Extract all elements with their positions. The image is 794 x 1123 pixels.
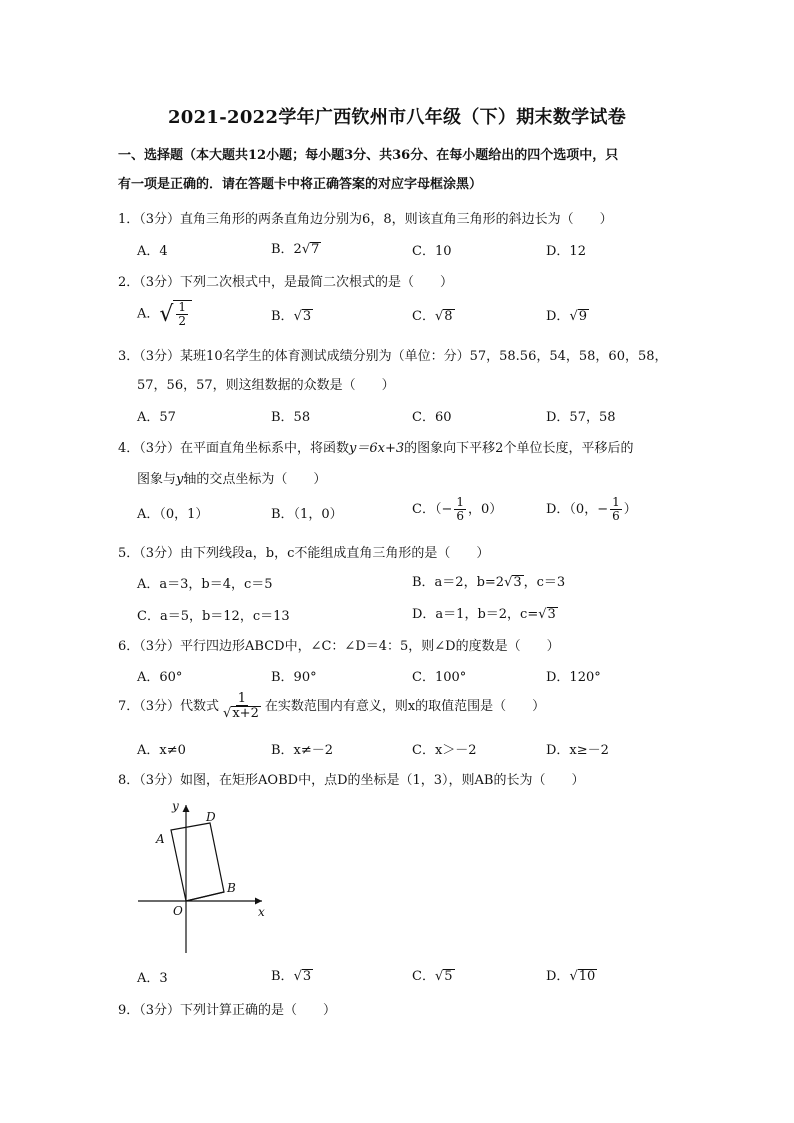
q2-option-d-radicand: 9 [578, 309, 588, 324]
q7-option-a: A．x≠0 [137, 743, 186, 758]
sqrt-sign: √ 3 [293, 969, 312, 984]
q8-option-c-prefix: C． [412, 969, 435, 984]
question-8-stem: 8．（3分）如图，在矩形AOBD中，点D的坐标是（1，3），则AB的长为（ ） [118, 773, 585, 788]
q8-option-c-radicand: 5 [444, 969, 453, 984]
fraction-denominator: 6 [612, 509, 620, 523]
q2-option-d-prefix: D． [546, 309, 570, 324]
q4-option-c-fraction [454, 496, 466, 523]
diagonal-ob [186, 892, 224, 901]
section-heading-line2: 有一项是正确的．请在答题卡中将正确答案的对应字母框涂黑） [118, 177, 483, 192]
question-6-stem: 6．（3分）平行四边形ABCD中，∠C：∠D＝4：5，则∠D的度数是（ ） [118, 639, 560, 654]
fraction-numerator: 1 [456, 495, 464, 509]
q4-option-b: B．（1，0） [271, 507, 343, 522]
rectangle-aobd [171, 823, 224, 901]
label-b: B [227, 881, 236, 895]
q5-option-b [412, 571, 565, 590]
q4-option-d-suffix: ） [623, 502, 637, 517]
label-d: D [206, 810, 216, 824]
sqrt-sign: √ 7 [301, 242, 320, 257]
question-7-stem [118, 692, 545, 721]
question-1-stem: 1．（3分）直角三角形的两条直角边分别为6，8，则该直角三角形的斜边长为（ ） [118, 212, 613, 227]
q2-option-c [412, 305, 455, 324]
q4-function: y＝6x+3 [349, 441, 405, 456]
q6-option-c: C．100° [412, 670, 467, 685]
q6-option-b: B．90° [271, 670, 317, 685]
q8-option-b [271, 965, 313, 984]
q8-option-b-prefix: B． [271, 969, 294, 984]
q3-option-c: C．60 [412, 410, 452, 425]
q1-option-b [271, 238, 321, 257]
q8-option-c [412, 965, 455, 984]
question-4-stem-line2 [137, 468, 326, 487]
q2-option-c-prefix: C． [412, 309, 435, 324]
q5-option-b-prefix: B．a＝2，b=2 [412, 575, 505, 590]
q7-text: 7．（3分）代数式 [118, 699, 220, 714]
q2-option-b-prefix: B． [271, 309, 294, 324]
q8-option-d-prefix: D． [546, 969, 570, 984]
q8-option-a: A．3 [137, 971, 168, 986]
sqrt-sign: √ 10 [569, 969, 596, 984]
q2-option-a-prefix: A． [137, 306, 160, 322]
q5-option-b-radicand: 3 [513, 575, 522, 590]
label-y: y [172, 799, 179, 813]
q8-option-b-radicand: 3 [302, 969, 312, 984]
q4-option-c-suffix: ，0） [467, 502, 503, 517]
q4-option-d-fraction [610, 496, 622, 523]
sqrt-sign: √ 3 [504, 575, 522, 590]
page-title: 2021-2022学年广西钦州市八年级（下）期末数学试卷 [167, 107, 627, 128]
q1-option-d: D．12 [546, 244, 586, 259]
q4-text: 轴的交点坐标为（ ） [183, 472, 327, 487]
q4-option-d-prefix: D．（0，− [546, 502, 609, 517]
q3-option-a: A．57 [137, 410, 176, 425]
q2-option-b-radicand: 3 [302, 309, 312, 324]
q2-option-b [271, 305, 313, 324]
sqrt-sign: √ 8 [434, 309, 453, 324]
q1-option-a: A．4 [137, 244, 168, 259]
sqrt-sign: √ 3 [538, 607, 556, 622]
q1-option-c: C．10 [412, 244, 452, 259]
q4-text: 图象与 [137, 472, 177, 487]
q8-option-d [546, 965, 597, 984]
fraction-numerator: 1 [612, 495, 620, 509]
fraction-denominator: 2 [178, 314, 187, 328]
q7-option-c: C．x＞－2 [412, 743, 477, 758]
q8-option-d-radicand: 10 [578, 969, 596, 984]
sqrt-sign: √ 3 [293, 309, 312, 324]
question-5-stem: 5．（3分）由下列线段a，b，c不能组成直角三角形的是（ ） [118, 546, 490, 561]
label-a: A [156, 832, 165, 846]
q4-text: 的图象向下平移2个单位长度，平移后的 [404, 441, 634, 456]
q4-option-c [412, 496, 502, 523]
q4-text: 4．（3分）在平面直角坐标系中，将函数 [118, 441, 350, 456]
q7-option-d: D．x≥－2 [546, 743, 609, 758]
q5-option-c: C．a＝5，b＝12，c＝13 [137, 609, 290, 624]
fraction-numerator: 1 [178, 300, 187, 314]
q4-option-a: A．（0，1） [137, 507, 209, 522]
fraction-denominator: 6 [456, 509, 464, 523]
q2-option-c-radicand: 8 [444, 309, 453, 324]
q7-text: 在实数范围内有意义，则x的取值范围是（ ） [264, 699, 546, 714]
q7-fraction [221, 692, 263, 721]
q5-option-a: A．a＝3，b＝4，c＝5 [137, 577, 273, 592]
q6-option-a: A．60° [137, 670, 183, 685]
q5-option-d-prefix: D．a＝1，b＝2，c= [412, 607, 539, 622]
q7-option-b: B．x≠－2 [271, 743, 334, 758]
q2-option-d [546, 305, 589, 324]
fraction-numerator: 1 [237, 691, 247, 706]
q7-radicand: x+2 [232, 706, 259, 721]
sqrt-sign: √ 9 [569, 309, 588, 324]
q6-option-d: D．120° [546, 670, 601, 685]
q5-option-d-radicand: 3 [547, 607, 556, 622]
q8-figure [138, 795, 278, 957]
question-3-stem-line2: 57，56，57，则这组数据的众数是（ ） [137, 378, 395, 393]
q1-option-b-prefix: B．2 [271, 242, 302, 257]
question-9-stem: 9．（3分）下列计算正确的是（ ） [118, 1003, 337, 1018]
label-x: x [258, 905, 265, 919]
sqrt-sign: √ $\frac{1}{2}$ [159, 300, 192, 328]
q4-variable: y [176, 472, 184, 487]
section-heading-line1: 一、选择题（本大题共12小题；每小题3分、共36分、在每小题给出的四个选项中，只 [118, 148, 619, 163]
q2-option-a-fraction [176, 301, 188, 328]
question-2-stem: 2．（3分）下列二次根式中，是最简二次根式的是（ ） [118, 275, 454, 290]
q3-option-b: B．58 [271, 410, 311, 425]
q4-option-d [546, 496, 637, 523]
fraction-denominator: √x+2 [223, 706, 259, 721]
q5-option-d [412, 603, 558, 622]
q1-option-b-radicand: 7 [311, 242, 320, 257]
q2-option-a [137, 300, 192, 328]
sqrt-sign: √ 5 [434, 969, 453, 984]
q4-option-c-prefix: C．（− [412, 502, 453, 517]
q3-option-d: D．57，58 [546, 410, 616, 425]
q5-option-b-suffix: ，c＝3 [523, 575, 566, 590]
label-o: O [173, 904, 183, 918]
question-3-stem-line1: 3．（3分）某班10名学生的体育测试成绩分别为（单位：分）57，58.56，54，58，60，58， [118, 349, 668, 364]
question-4-stem-line1 [118, 437, 633, 456]
